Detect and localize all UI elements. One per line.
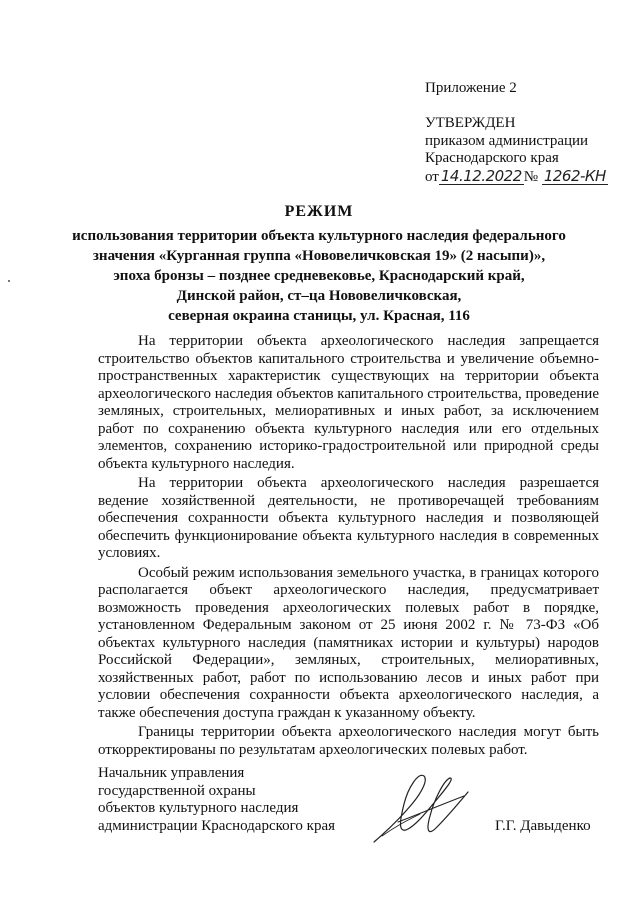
order-label: приказом администрации	[425, 132, 589, 149]
handwritten-number: 1262-КН	[543, 166, 606, 185]
position-line: администрации Краснодарского края	[98, 817, 336, 834]
number-prefix: №	[523, 168, 539, 185]
title-line: значения «Курганная группа «Нововеличковская 19» (2 насыпи)»,	[92, 248, 546, 264]
body-paragraph: На территории объекта археологического наследия разрешается ведение хозяйственной деятельности, не противоречащей требованиям обеспечения сохранности объекта культурного наследия и позволяющей обеспечить функционирование объекта культурного наследия в современных условиях.	[98, 475, 599, 561]
signer-name: Г.Г. Давыденко	[495, 818, 591, 834]
position-line: государственной охраны	[98, 782, 256, 799]
title-word: РЕЖИМ	[284, 203, 354, 220]
date-prefix: от	[425, 168, 439, 185]
handwritten-date: 14.12.2022	[440, 166, 522, 185]
handwritten-signature	[368, 770, 478, 850]
position-line: Начальник управления	[98, 765, 245, 781]
appendix-label: Приложение 2	[425, 80, 517, 96]
approval-block	[425, 115, 630, 188]
document-title	[60, 202, 578, 326]
body-paragraph: Особый режим использования земельного участка, в границах которого располагается объект археологического наследия, предусматривает возможность проведения археологических полевых работ в порядке, установленном Федеральным законом от 25 июня 2002 г. № 73-ФЗ «Об объектах культурного наследия (памятниках истории и культуры) народов Российской Федерации», земляных, строительных, мелиоративных, хозяйственных работ, работ по использованию лесов и иных работ при условии обеспечения сохранности объекта археологического наследия, а также обеспечения доступа граждан к указанному объекту.	[98, 564, 599, 721]
title-line: северная окраина станицы, ул. Красная, 116	[168, 308, 470, 324]
signatory-position	[98, 765, 335, 835]
body-paragraph: На территории объекта археологического наследия запрещается строительство объектов капитального строительства и увеличение объемно-пространственных характеристик существующих на территории объекта археологического наследия объектов капитального строительства, проведение земляных, строительных, мелиоративных и иных работ, за исключением работ по сохранению объекта культурного наследия или его отдельных элементов, сохранению историко-градостроительной или природной среды объекта культурного наследия.	[98, 333, 599, 472]
title-line: использования территории объекта культурного наследия федерального	[72, 228, 566, 244]
document-body	[98, 333, 599, 761]
region-label: Краснодарского края	[425, 150, 559, 166]
body-paragraph: Границы территории объекта археологического наследия могут быть откорректированы по результатам археологических полевых работ.	[98, 724, 599, 758]
scan-speck	[8, 280, 10, 282]
approved-label: УТВЕРЖДЕН	[425, 115, 516, 131]
title-line: Динской район, ст–ца Нововеличковская,	[176, 288, 462, 304]
position-line: объектов культурного наследия	[98, 800, 299, 816]
order-date-number	[425, 168, 630, 188]
title-line: эпоха бронзы – позднее средневековье, Краснодарский край,	[113, 268, 525, 284]
